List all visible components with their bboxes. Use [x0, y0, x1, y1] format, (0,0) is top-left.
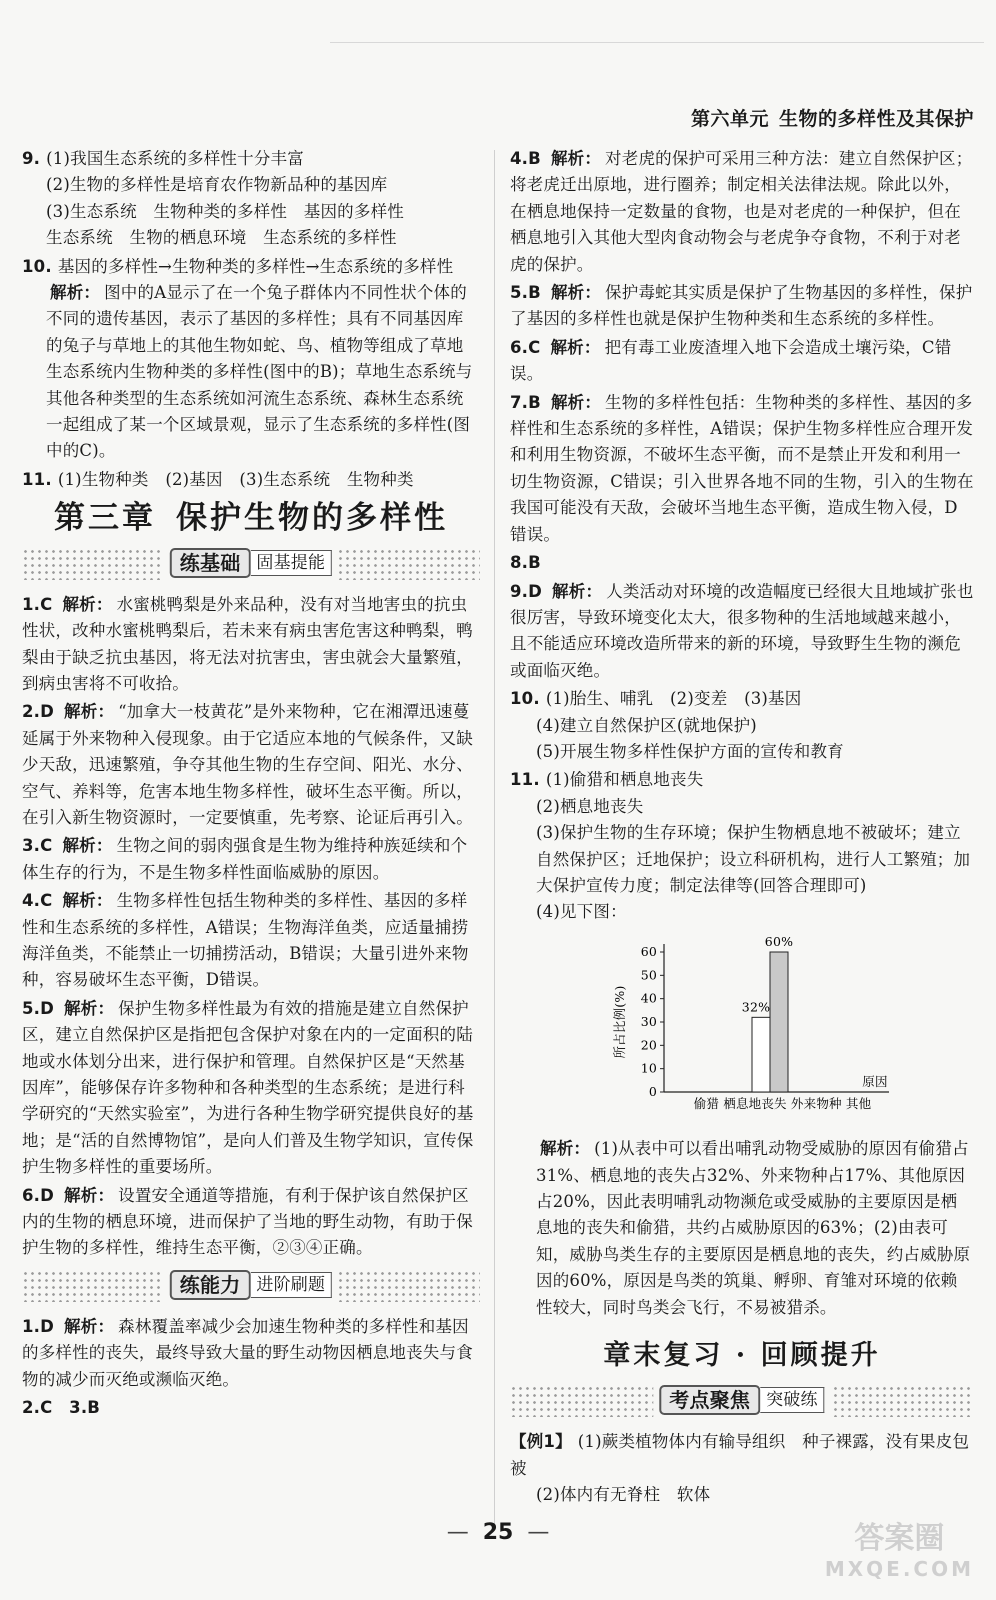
- section-band-focus: [510, 1383, 974, 1417]
- bar-mammal-habitat: [752, 1017, 770, 1092]
- y-tick-label: 30: [640, 1013, 657, 1029]
- basic-answers: [22, 592, 480, 1262]
- analysis-label: 解析：: [50, 283, 101, 303]
- x-tick-labels: 偷猎 栖息地丧失 外来物种 其他: [693, 1095, 872, 1111]
- answer-item: [22, 888, 480, 994]
- x-axis-end-label: 原因: [862, 1073, 888, 1089]
- data-label: 60%: [764, 933, 794, 949]
- answer-line: (1)蕨类植物体内有输导组织 种子裸露，没有果皮包被: [510, 1432, 970, 1478]
- item-number: 10.: [510, 689, 540, 709]
- analysis-label: 解析：: [64, 702, 115, 722]
- analysis-label: 解析：: [550, 149, 602, 168]
- answer-item: [22, 1314, 480, 1393]
- unit-label: 第六单元: [690, 108, 769, 130]
- bar-chart-svg: [610, 932, 910, 1122]
- page-number: — 25 —: [446, 1520, 550, 1545]
- analysis-text: 森林覆盖率减少会加速生物种类的多样性和基因的多样性的丧失，最终导致大量的野生动物因栖息地丧失与食物的减少而灭绝或濒临灭绝。: [22, 1316, 473, 1389]
- analysis-text: 水蜜桃鸭梨是外来品种，没有对当地害虫的抗虫性状，改种水蜜桃鸭梨后，若未来有病虫害危害这种鸭梨，鸭梨由于缺乏抗虫基因，将无法对抗害虫，害虫就会大量繁殖，到病虫害将不可收拾。: [22, 594, 473, 693]
- review-title: 章末复习 · 回顾提升: [603, 1340, 881, 1372]
- item-number: 1.C: [22, 594, 53, 614]
- answer-item: [22, 1395, 480, 1421]
- item-number: 5.D: [22, 998, 55, 1018]
- analysis-text: 图中的A显示了在一个兔子群体内不同性状个体的不同的遗传基因，表示了基因的多样性；具有不同基因库的兔子与草地上的其他生物如蛇、鸟、植物等组成了草地生态系统内生物种类的多样性(图中的B)；草地生态系统与其他各种类型的生态系统如河流生态系统、森林生态系统一起组成了某一个区域景观，显示了生态系统的多样性(图中的C)。: [46, 283, 473, 461]
- item-number: 6.D: [22, 1185, 55, 1205]
- analysis-label: 解析：: [550, 283, 602, 303]
- answer-item: [22, 699, 480, 831]
- page-number-value: 25: [482, 1520, 514, 1545]
- analysis-text: 保护生物多样性最为有效的措施是建立自然保护区，建立自然保护区是指把包含保护对象在内的一定面积的陆地或水体划分出来，进行保护和管理。自然保护区是“天然基因库”，能够保存许多物种和各种类型的生态系统；是进行科学研究的“天然实验室”，为进行各种生物学研究提供良好的基地；是“活的自然博物馆”，是向人们普及生物学知识，宣传保护生物多样性的重要场所。: [22, 998, 474, 1177]
- analysis-label: 解析：: [550, 337, 601, 357]
- answer-line: (4)建立自然保护区(就地保护): [536, 715, 757, 735]
- item-number: 5.B: [510, 283, 541, 303]
- answer-line: (3)生态系统 生物种类的多样性 基因的多样性: [46, 201, 404, 221]
- analysis-text: 生物多样性包括生物种类的多样性、基因的多样性和生态系统的多样性，A错误；生物海洋鱼类，应适量捕捞海洋鱼类，不能禁止一切捕捞活动，B错误；大量引进外来物种，容易破坏生态平衡，D错误。: [22, 891, 469, 990]
- bar-chart: [610, 932, 974, 1130]
- answer-item: [22, 592, 480, 698]
- analysis-text: “加拿大一枝黄花”是外来物种，它在湘潭迅速蔓延属于外来物种入侵现象。由于它适应本地的气候条件，又缺少天敌，迅速繁殖，争夺其他生物的生存空间、阳光、水分、空气、养料等，危害本地生物多样性，破坏生态平衡。所以，在引入新生物资源时，一定要慎重，先考察、论证后再引入。: [22, 702, 473, 827]
- analysis-label: 解析：: [540, 1139, 591, 1159]
- answer-line: (5)开展生物多样性保护方面的宣传和教育: [536, 741, 844, 761]
- analysis-text: 把有毒工业废渣埋入地下会造成土壤污染，C错误。: [510, 337, 952, 384]
- section-subtitle: 进阶刷题: [250, 1272, 332, 1298]
- chapter-name: 保护生物的多样性: [176, 500, 448, 537]
- answer-item: [510, 335, 974, 388]
- right-column: [510, 146, 974, 1511]
- analysis-text: 生物的多样性包括：生物种类的多样性、基因的多样性和生态系统的多样性，A错误；保护生物多样性应合理开发和利用生物资源，不破坏生态平衡，而不是禁止开发和利用一切生物资源，C错误；引入世界各地不同的生物，引入的生物在我国可能没有天敌，会破坏当地生态平衡，造成生物入侵，D错误。: [510, 392, 974, 544]
- y-tick-label: 10: [640, 1060, 657, 1076]
- y-tick-label: 60: [640, 943, 657, 959]
- answer-item: [510, 390, 974, 548]
- item-number: 11.: [22, 469, 52, 489]
- analysis-label: 解析：: [64, 998, 115, 1018]
- answer-item: [510, 280, 974, 333]
- section-band-ability: [22, 1268, 480, 1302]
- answer-line: (1)胎生、哺乳 (2)变差 (3)基因: [545, 689, 802, 709]
- item-number: 2.C 3.B: [22, 1398, 101, 1418]
- item-number: 11.: [510, 770, 540, 790]
- analysis-label: 解析：: [64, 1185, 115, 1205]
- item-number: 1.D: [22, 1316, 55, 1336]
- section-subtitle: 固基提能: [250, 550, 332, 576]
- watermark: [824, 1521, 974, 1584]
- section-tag: 考点聚焦: [659, 1385, 760, 1415]
- analysis-label: 解析：: [62, 836, 113, 856]
- item-number: 9.: [22, 149, 41, 168]
- answer-item: [22, 1183, 480, 1262]
- y-tick-label: 50: [640, 967, 657, 983]
- data-label: 32%: [741, 999, 771, 1015]
- item-number: 10.: [22, 256, 52, 276]
- answer-line: (2)栖息地丧失: [536, 796, 644, 816]
- analysis-text: 人类活动对环境的改造幅度已经很大且地域扩张也很厉害，导致环境变化太大，很多物种的生活地域越来越小，且不能适应环境改造所带来的新的环境，导致野生生物的濒危或面临灭绝。: [510, 581, 974, 680]
- answer-line: (1)生物种类 (2)基因 (3)生态系统 生物种类: [57, 469, 414, 489]
- answer-line: (3)保护生物的生存环境；保护生物栖息地不被破坏；建立自然保护区；迁地保护；设立科研机构，进行人工繁殖；加大保护宣传力度；制定法律等(回答合理即可): [536, 823, 971, 895]
- column-divider: [494, 150, 495, 1530]
- answer-line: (2)体内有无脊柱 软体: [536, 1485, 711, 1505]
- watermark-url: MXQE.COM: [824, 1557, 974, 1581]
- answer-item: [510, 686, 974, 765]
- section-band-basic: [22, 546, 480, 580]
- answer-line: 基因的多样性→生物种类的多样性→生态系统的多样性: [57, 256, 454, 276]
- answer-line: (2)生物的多样性是培育农作物新品种的基因库: [46, 175, 388, 195]
- answer-item: [22, 833, 480, 886]
- watermark-text: 答案圈: [854, 1521, 945, 1556]
- y-tick-label: 0: [648, 1083, 657, 1099]
- chapter-title: [22, 500, 480, 537]
- item-number: 2.D: [22, 702, 55, 722]
- analysis-text: (1)从表中可以看出哺乳动物受威胁的原因有偷猎占31%、栖息地的丧失占32%、外来物种占17%、其他原因占20%，因此表明哺乳动物濒危或受威胁的主要原因是栖息地的丧失和偷猎，共约占威胁原因的63%；(2)由表可知，威胁鸟类生存的主要原因是栖息地的丧失，约占威胁原因的60%，原因是鸟类的筑巢、孵卵、育雏对环境的依赖性较大，同时鸟类会飞行，不易被猎杀。: [536, 1139, 971, 1317]
- y-tick-label: 20: [640, 1037, 657, 1053]
- answer-line: (4)见下图：: [536, 902, 627, 922]
- analysis-text: 设置安全通道等措施，有利于保护该自然保护区内的生物的栖息环境，进而保护了当地的野生动物，有助于保护生物的多样性，维持生态平衡，②③④正确。: [22, 1185, 473, 1258]
- item-number: 7.B: [510, 392, 541, 412]
- answer-item: [510, 550, 974, 576]
- section-subtitle: 突破练: [760, 1387, 825, 1413]
- answer-item: [22, 996, 480, 1181]
- item-number: 3.C: [22, 836, 53, 856]
- analysis-label: 解析：: [62, 594, 113, 614]
- left-column: [22, 146, 480, 1423]
- page-header: [691, 104, 974, 131]
- section-tag: 练基础: [170, 548, 251, 578]
- answer-item: [22, 146, 480, 252]
- answer-item: [510, 579, 974, 685]
- answer-line: (1)偷猎和栖息地丧失: [545, 770, 704, 790]
- unit-title: 生物的多样性及其保护: [778, 108, 974, 130]
- section-tag: 练能力: [170, 1270, 251, 1300]
- analysis-label: 解析：: [552, 581, 603, 601]
- answer-line: (1)我国生态系统的多样性十分丰富: [46, 149, 304, 168]
- chart-analysis: [510, 1136, 974, 1321]
- analysis-text: 保护毒蛇其实质是保护了生物基因的多样性，保护了基因的多样性也就是保护生物种类和生态系统的多样性。: [510, 283, 973, 329]
- answer-item: [510, 767, 974, 925]
- example-item: [510, 1429, 974, 1508]
- item-number: 6.C: [510, 337, 541, 357]
- answer-item: [510, 146, 974, 278]
- y-tick-label: 40: [640, 990, 657, 1006]
- chapter-number: 第三章: [54, 500, 156, 537]
- item-number: 8.B: [510, 553, 541, 573]
- y-axis-label: 所占比例(%): [612, 985, 627, 1059]
- example-number: 【例1】: [510, 1432, 572, 1452]
- analysis-text: 生物之间的弱肉强食是生物为维持种族延续和个体生存的行为，不是生物多样性面临威胁的原因。: [22, 836, 468, 882]
- bar-bird-habitat: [770, 952, 788, 1092]
- item-number: 9.D: [510, 581, 543, 601]
- answer-item: [22, 467, 480, 493]
- analysis-label: 解析：: [64, 1316, 115, 1336]
- item-number: 4.C: [22, 891, 53, 911]
- item-number: 4.B: [510, 149, 541, 168]
- analysis-text: 对老虎的保护可采用三种方法：建立自然保护区；将老虎迁出原地，进行圈养；制定相关法律法规。除此以外，在栖息地保持一定数量的食物，也是对老虎的一种保护，但在栖息地引入其他大型肉食动物会与老虎争夺食物，不利于对老虎的保护。: [510, 149, 973, 274]
- answer-item: [22, 254, 480, 465]
- analysis-label: 解析：: [550, 392, 602, 412]
- analysis-label: 解析：: [62, 891, 113, 911]
- answer-line: 生态系统 生物的栖息环境 生态系统的多样性: [46, 228, 397, 248]
- top-rule: [330, 42, 984, 43]
